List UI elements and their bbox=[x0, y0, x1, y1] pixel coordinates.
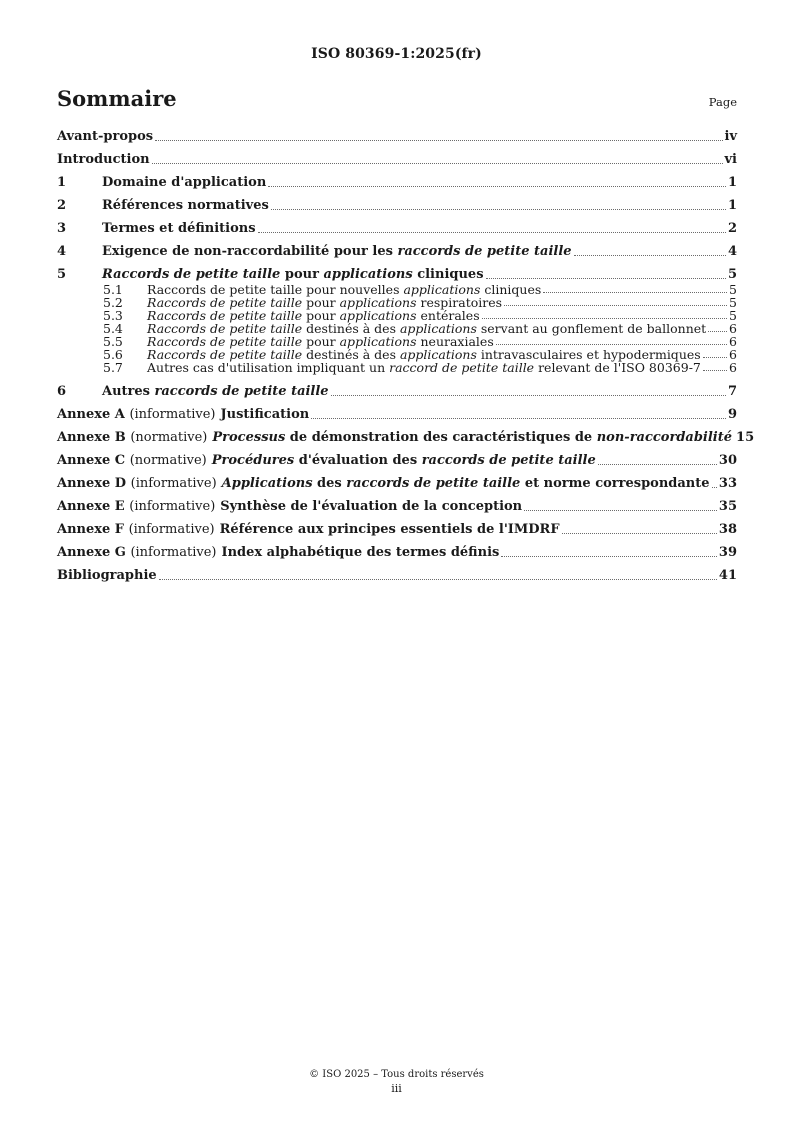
toc-entry-section-1[interactable] bbox=[57, 174, 737, 191]
toc-page-number: 30 bbox=[718, 453, 737, 468]
toc-section-number: 4 bbox=[57, 244, 67, 259]
toc-page-number: 33 bbox=[718, 476, 737, 491]
toc-page-number: 6 bbox=[729, 321, 737, 336]
toc-entry-text: Raccords de petite taille pour applications entérales bbox=[147, 308, 480, 323]
toc-section-number: 2 bbox=[57, 198, 67, 213]
dot-leader bbox=[598, 463, 717, 465]
dot-leader bbox=[311, 417, 726, 419]
toc-entry-text: Annexe F (informative) Référence aux principes essentiels de l'IMDRF bbox=[57, 522, 560, 537]
toc-entry-text: Annexe G (informative) Index alphabétique des termes définis bbox=[57, 545, 500, 560]
page-column-label: Page bbox=[708, 95, 737, 109]
dot-leader bbox=[268, 185, 726, 187]
dot-leader bbox=[501, 555, 717, 557]
toc-entry-text: Annexe C (normative) Procédures d'évaluation des raccords de petite taille bbox=[57, 453, 596, 468]
toc-entry-text: Raccords de petite taille destinés à des applications intravasculaires et hypodermiques bbox=[147, 347, 701, 362]
toc-entry-text: Annexe E (informative) Synthèse de l'évaluation de la conception bbox=[57, 499, 523, 514]
toc-page-number: vi bbox=[724, 152, 737, 167]
toc-entry-bibliographie[interactable] bbox=[57, 567, 737, 584]
dot-leader bbox=[496, 343, 727, 345]
toc-page-number: 6 bbox=[729, 347, 737, 362]
toc-page-number: 1 bbox=[727, 175, 737, 190]
toc-section-number: 5.1 bbox=[103, 282, 123, 297]
toc-entry-text: Exigence de non-raccordabilité pour les raccords de petite taille bbox=[102, 244, 572, 259]
dot-leader bbox=[524, 509, 717, 511]
dot-leader bbox=[258, 231, 726, 233]
toc-page-number: 9 bbox=[727, 407, 737, 422]
page-footer bbox=[0, 1068, 793, 1096]
toc-section-number: 5.6 bbox=[103, 347, 123, 362]
toc-section-number: 5.4 bbox=[103, 321, 123, 336]
toc-entry-text: Domaine d'application bbox=[102, 175, 267, 190]
toc-entry-annex-b[interactable] bbox=[57, 429, 755, 446]
dot-leader bbox=[504, 304, 727, 306]
toc-page-number: 39 bbox=[718, 545, 737, 560]
dot-leader bbox=[482, 317, 727, 319]
title-row bbox=[57, 86, 737, 111]
toc-section-number: 5.2 bbox=[103, 295, 123, 310]
dot-leader bbox=[712, 486, 717, 488]
toc-entry-text: Raccords de petite taille pour applications respiratoires bbox=[147, 295, 503, 310]
dot-leader bbox=[331, 394, 726, 396]
toc-entry-annex-f[interactable] bbox=[57, 521, 737, 538]
toc-entry-text: Annexe D (informative) Applications des raccords de petite taille et norme correspondante bbox=[57, 476, 710, 491]
dot-leader bbox=[574, 254, 726, 256]
table-of-contents bbox=[57, 128, 755, 584]
page-number: iii bbox=[391, 1082, 402, 1095]
toc-section-number: 5.7 bbox=[103, 360, 123, 375]
toc-entry-section-2[interactable] bbox=[57, 197, 737, 214]
toc-page-number: 5 bbox=[729, 295, 737, 310]
toc-entry-text: Bibliographie bbox=[57, 568, 157, 583]
copyright-notice: © ISO 2025 – Tous droits réservés bbox=[309, 1069, 484, 1080]
toc-entry-annex-a[interactable] bbox=[57, 406, 737, 423]
document-id: ISO 80369-1:2025(fr) bbox=[311, 46, 482, 62]
toc-page-number: 7 bbox=[727, 384, 737, 399]
toc-entry-text: Avant-propos bbox=[57, 129, 154, 144]
toc-page-number: 35 bbox=[718, 499, 737, 514]
toc-entry-text: Introduction bbox=[57, 152, 150, 167]
toc-section-number: 3 bbox=[57, 221, 67, 236]
toc-entry-section-4[interactable] bbox=[57, 243, 737, 260]
toc-entry-text: Termes et définitions bbox=[102, 221, 256, 236]
toc-entry-text: Raccords de petite taille pour applications neuraxiales bbox=[147, 334, 494, 349]
toc-entry-annex-g[interactable] bbox=[57, 544, 737, 561]
toc-section-number: 5.5 bbox=[103, 334, 123, 349]
toc-page-number: iv bbox=[724, 129, 737, 144]
toc-entry-section-5-7[interactable] bbox=[57, 361, 737, 374]
toc-page-number: 6 bbox=[729, 334, 737, 349]
toc-section-number: 1 bbox=[57, 175, 67, 190]
toc-page-number: 5 bbox=[727, 267, 737, 282]
toc-page-number: 5 bbox=[729, 282, 737, 297]
dot-leader bbox=[159, 578, 717, 580]
toc-section-number: 5.3 bbox=[103, 308, 123, 323]
toc-entry-section-3[interactable] bbox=[57, 220, 737, 237]
dot-leader bbox=[703, 356, 727, 358]
toc-entry-text: Annexe B (normative) Processus de démonstration des caractéristiques de non-raccordabilité bbox=[57, 430, 733, 445]
toc-page-number: 5 bbox=[729, 308, 737, 323]
dot-leader bbox=[155, 139, 722, 141]
dot-leader bbox=[703, 369, 727, 371]
toc-entry-text: Autres cas d'utilisation impliquant un raccord de petite taille relevant de l'ISO 80369-7 bbox=[147, 360, 701, 375]
toc-entry-text: Autres raccords de petite taille bbox=[102, 384, 329, 399]
toc-entry-text: Références normatives bbox=[102, 198, 269, 213]
toc-entry-avant-propos[interactable] bbox=[57, 128, 737, 145]
dot-leader bbox=[543, 291, 727, 293]
toc-page-number: 38 bbox=[718, 522, 737, 537]
toc-entry-section-6[interactable] bbox=[57, 383, 737, 400]
dot-leader bbox=[152, 162, 723, 164]
toc-entry-annex-c[interactable] bbox=[57, 452, 737, 469]
toc-section-number: 5 bbox=[57, 267, 67, 282]
dot-leader bbox=[271, 208, 726, 210]
toc-page-number: 4 bbox=[727, 244, 737, 259]
page-title: Sommaire bbox=[57, 86, 177, 111]
toc-entry-text: Raccords de petite taille destinés à des applications servant au gonflement de ballonnet bbox=[147, 321, 707, 336]
toc-page-number: 1 bbox=[727, 198, 737, 213]
toc-entry-text: Annexe A (informative) Justification bbox=[57, 407, 310, 422]
toc-page-number: 2 bbox=[727, 221, 737, 236]
toc-page-number: 15 bbox=[736, 430, 755, 445]
dot-leader bbox=[562, 532, 717, 534]
toc-entry-text: Raccords de petite taille pour nouvelles applications cliniques bbox=[147, 282, 542, 297]
toc-entry-section-5[interactable] bbox=[57, 266, 737, 283]
toc-page-number: 6 bbox=[729, 360, 737, 375]
toc-entry-introduction[interactable] bbox=[57, 151, 737, 168]
dot-leader bbox=[708, 330, 727, 332]
toc-entry-text: Raccords de petite taille pour applications cliniques bbox=[102, 267, 484, 282]
toc-page-number: 41 bbox=[718, 568, 737, 583]
dot-leader bbox=[486, 277, 726, 279]
toc-entry-annex-e[interactable] bbox=[57, 498, 737, 515]
toc-entry-annex-d[interactable] bbox=[57, 475, 737, 492]
toc-section-number: 6 bbox=[57, 384, 67, 399]
